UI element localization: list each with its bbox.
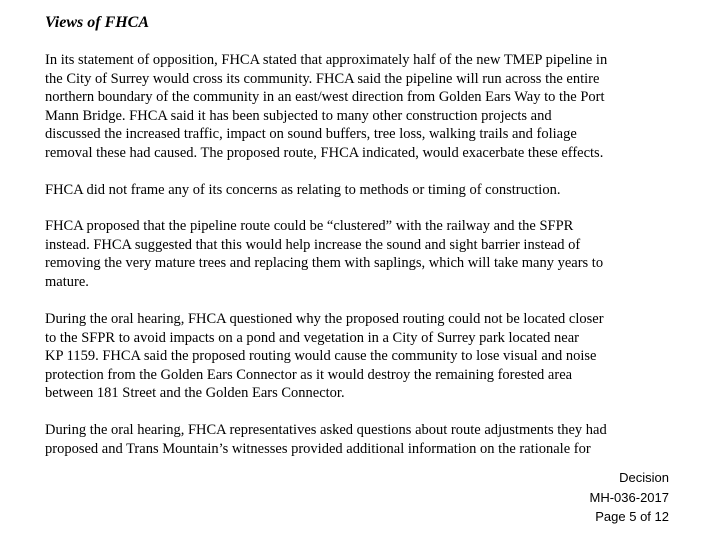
footer-page-number: Page 5 of 12 — [595, 509, 669, 524]
text-line: discussed the increased traffic, impact on sound buffers, tree loss, walking trails and foliage — [45, 126, 577, 143]
paragraph-clustered-route — [45, 217, 685, 291]
text-line: removal these had caused. The proposed route, FHCA indicated, would exacerbate these effects. — [45, 144, 604, 161]
page-footer — [590, 468, 670, 527]
paragraph-oral-hearing-routing — [45, 310, 685, 403]
paragraph-route-adjustments — [45, 421, 685, 458]
text-line: proposed and Trans Mountain’s witnesses provided additional information on the rationale for — [45, 440, 591, 457]
text-line: the City of Surrey would cross its community. FHCA said the pipeline will run across the entire — [45, 70, 600, 87]
paragraph-methods-timing — [45, 181, 685, 200]
text-line: During the oral hearing, FHCA questioned why the proposed routing could not be located closer — [45, 311, 604, 327]
text-line: between 181 Street and the Golden Ears Connector. — [45, 385, 345, 402]
text-line: instead. FHCA suggested that this would help increase the sound and sight barrier instead of — [45, 236, 581, 253]
text-line: During the oral hearing, FHCA representatives asked questions about route adjustments they had — [45, 422, 607, 438]
text-line: protection from the Golden Ears Connector as it would destroy the remaining forested area — [45, 366, 573, 383]
text-line: removing the very mature trees and replacing them with saplings, which will take many years to — [45, 255, 604, 272]
text-line: FHCA did not frame any of its concerns as relating to methods or timing of construction. — [45, 182, 561, 198]
footer-decision-label: Decision — [619, 470, 669, 485]
footer-file-number: MH-036-2017 — [589, 489, 669, 505]
text-line: Mann Bridge. FHCA said it has been subjected to many other construction projects and — [45, 107, 552, 124]
text-line: northern boundary of the community in an east/west direction from Golden Ears Way to the Port — [45, 89, 605, 106]
paragraph-statement-of-opposition — [45, 51, 685, 163]
text-line: FHCA proposed that the pipeline route could be “clustered” with the railway and the SFPR — [45, 218, 574, 234]
text-line: In its statement of opposition, FHCA stated that approximately half of the new TMEP pipeline in — [45, 52, 608, 68]
section-heading: Views of FHCA — [45, 14, 150, 31]
text-line: KP 1159. FHCA said the proposed routing would cause the community to lose visual and noise — [45, 348, 597, 365]
text-line: mature. — [45, 273, 89, 290]
text-line: to the SFPR to avoid impacts on a pond and vegetation in a City of Surrey park located near — [45, 329, 579, 346]
